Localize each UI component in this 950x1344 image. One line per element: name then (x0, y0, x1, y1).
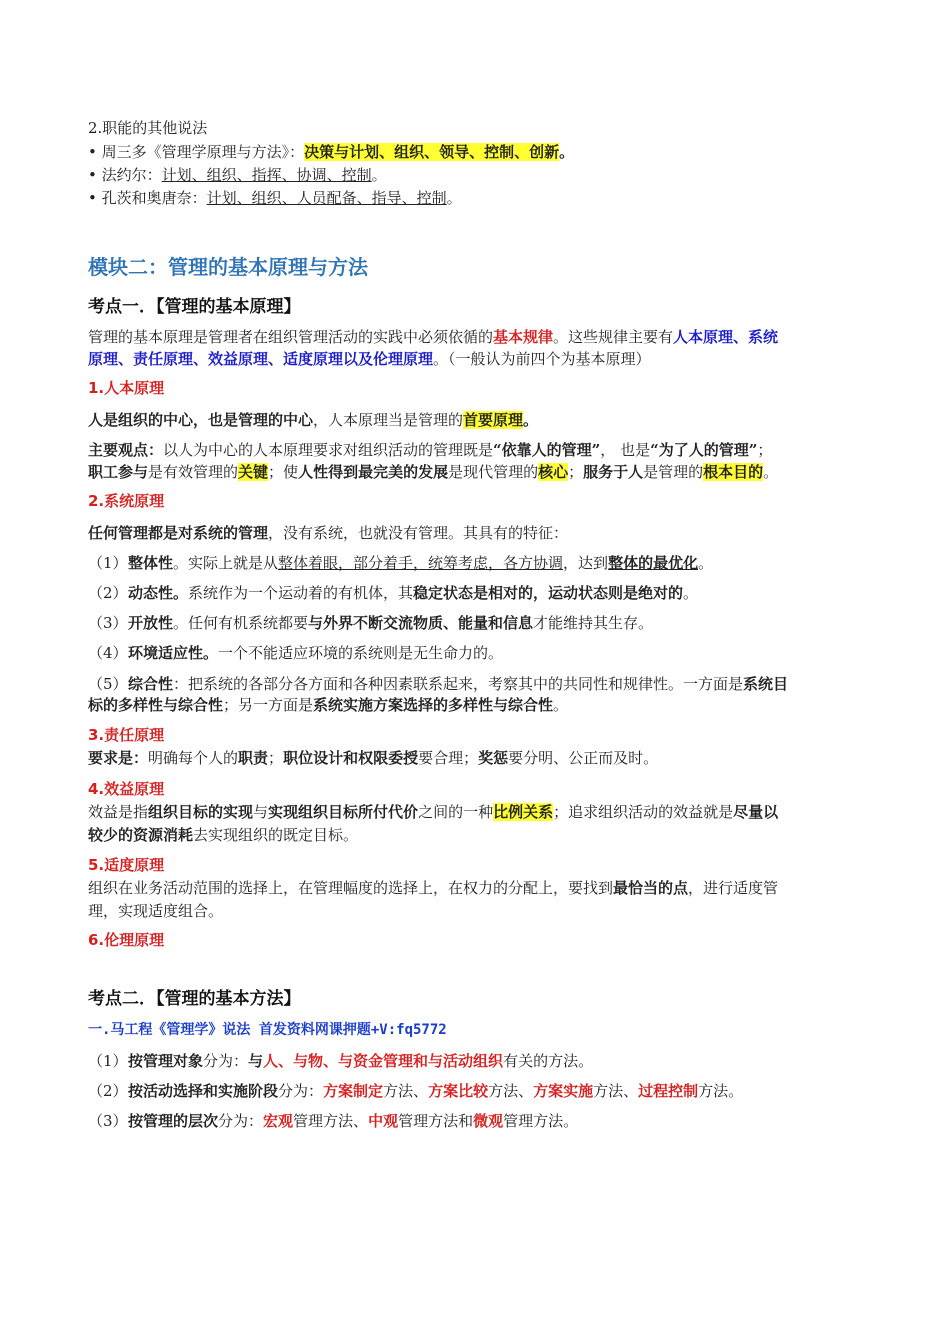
text-run: 职责 (238, 749, 269, 767)
paragraph-line (88, 748, 658, 768)
bullet: • (88, 189, 97, 207)
text-run: 整体性 (128, 554, 174, 572)
method-item (88, 1081, 743, 1101)
text-run: 。任何有机系统都要 (173, 614, 309, 632)
text-run: 才能维持其生存。 (533, 614, 654, 632)
text-run: 方案比较 (428, 1082, 489, 1100)
paragraph-line (88, 802, 778, 822)
text-run: 周三多《管理学原理与方法》： (101, 143, 305, 161)
text-run: 。这些规律主要有 (553, 328, 674, 346)
text-run: 。 (763, 463, 779, 481)
module-title: 模块二：管理的基本原理与方法 (88, 255, 368, 279)
text-run: 奖惩 (478, 749, 509, 767)
text-run: 原理、责任原理、效益原理、适度原理以及伦理原理 (88, 350, 434, 368)
paragraph-line (88, 901, 223, 921)
text-run: 方法。 (698, 1082, 744, 1100)
paragraph-line (88, 878, 778, 898)
method-item (88, 1111, 578, 1131)
text-run: ；使 (268, 463, 299, 481)
text-run: （1） (88, 1052, 128, 1070)
text-run: ； (757, 441, 773, 459)
text-run: 最恰当的点 (613, 879, 689, 897)
intro-line-2 (88, 349, 651, 369)
text-run: 。 (446, 189, 462, 207)
text-run: （2） (88, 584, 128, 602)
text-run: 服务于人 (583, 463, 644, 481)
paragraph-line (88, 825, 358, 845)
text-run: ，进行适度管 (688, 879, 779, 897)
text-run: 计划、组织、指挥、协调、控制 (161, 166, 372, 184)
text-run: 按管理的层次 (128, 1112, 219, 1130)
text-run: 首要原理 (463, 411, 524, 429)
bullet: • (88, 166, 97, 184)
text-run: ； (568, 463, 584, 481)
principle-title-xiaoyi: 4.效益原理 (88, 780, 165, 798)
text-run: 是现代管理的 (448, 463, 539, 481)
intro-line-1 (88, 327, 778, 347)
text-run: （1） (88, 554, 128, 572)
text-run: 整体的最优化 (608, 554, 699, 572)
text-run: 管理方法、 (293, 1112, 369, 1130)
text-run: ， 也是 (600, 441, 651, 459)
text-run: 方案实施 (533, 1082, 594, 1100)
text-run: 要分明、公正而及时。 (508, 749, 659, 767)
text-run: 关键 (238, 463, 269, 481)
text-run: 动态性。 (128, 584, 189, 602)
text-run: 之间的一种 (418, 803, 494, 821)
text-run: 任何管理都是对系统的管理 (88, 524, 269, 542)
list-item (88, 165, 387, 185)
text-run: 。 (523, 411, 539, 429)
text-run: 组织在业务活动范围的选择上，在管理幅度的选择上，在权力的分配上，要找到 (88, 879, 614, 897)
feature-item (88, 643, 503, 663)
text-run: 方法、 (383, 1082, 429, 1100)
text-run: “依靠人的管理” (493, 441, 601, 459)
text-run: 比例关系 (493, 803, 554, 821)
text-run: 决策与计划、组织、领导、控制、创新 (304, 143, 560, 161)
text-run: 与外界不断交流物质、能量和信息 (308, 614, 534, 632)
text-run: 微观 (473, 1112, 504, 1130)
text-run: 方法、 (593, 1082, 639, 1100)
text-run: 要求是： (88, 749, 149, 767)
text-run: （3） (88, 1112, 128, 1130)
text-run: ：把系统的各部分各方面和各种因素联系起来，考察其中的共同性和规律性。一方面是 (173, 675, 744, 693)
text-run: 分为： (218, 1112, 264, 1130)
text-run: ；追求组织活动的效益就是 (553, 803, 734, 821)
text-run: 人、与物、与资金管理和与活动组织 (263, 1052, 504, 1070)
text-run: 以人为中心的人本原理要求对组织活动的管理既是 (163, 441, 494, 459)
text-run: 根本目的 (703, 463, 764, 481)
text-run: 人是组织的中心，也是管理的中心 (88, 411, 314, 429)
text-run: 管理的基本原理是管理者在组织管理活动的实践中必须依循的 (88, 328, 494, 346)
text-run: 明确每个人的 (148, 749, 239, 767)
text-run: 综合性 (128, 675, 174, 693)
feature-item-cont (88, 695, 568, 715)
text-run: （4） (88, 644, 128, 662)
text-run: 去实现组织的既定目标。 (193, 826, 359, 844)
text-run: 要合理； (418, 749, 479, 767)
text-run: 标的多样性与综合性 (88, 696, 224, 714)
principle-title-xitong: 2.系统原理 (88, 492, 165, 510)
paragraph-line (88, 523, 568, 543)
text-run: 管理方法。 (503, 1112, 579, 1130)
list-item (88, 142, 574, 162)
feature-item (88, 674, 788, 694)
method-item (88, 1051, 593, 1071)
text-run: 理，实现适度组合。 (88, 902, 224, 920)
text-run: 中观 (368, 1112, 399, 1130)
text-run: 计划、组织、人员配备、指导、控制 (206, 189, 447, 207)
principle-title-shidu: 5.适度原理 (88, 856, 165, 874)
text-run: 尽量以 (733, 803, 779, 821)
text-run: ，没有系统，也就没有管理。其具有的特征： (268, 524, 569, 542)
text-run: 是有效管理的 (148, 463, 239, 481)
paragraph-line (88, 440, 772, 460)
text-run: 。实际上就是从 (173, 554, 279, 572)
text-run: （2） (88, 1082, 128, 1100)
text-run: ，人本原理当是管理的 (313, 411, 464, 429)
text-run: 孔茨和奥唐奈： (101, 189, 207, 207)
text-run: 环境适应性。 (128, 644, 219, 662)
principle-title-lunli: 6.伦理原理 (88, 931, 165, 949)
text-run: 按活动选择和实施阶段 (128, 1082, 279, 1100)
text-run: 是管理的 (643, 463, 704, 481)
text-run: 方法、 (488, 1082, 534, 1100)
text-run: 管理方法和 (398, 1112, 474, 1130)
kaodian-title: 考点一．【管理的基本原理】 (88, 297, 301, 317)
text-run: 开放性 (128, 614, 174, 632)
list-item (88, 188, 462, 208)
text-run: 分为： (203, 1052, 249, 1070)
paragraph-line (88, 462, 778, 482)
text-run: 。 (683, 584, 699, 602)
feature-item (88, 583, 698, 603)
text-run: ，达到 (563, 554, 609, 572)
text-run: 职位设计和权限委授 (283, 749, 419, 767)
text-run: 与 (248, 1052, 264, 1070)
feature-item (88, 613, 653, 633)
text-run: 过程控制 (638, 1082, 699, 1100)
text-run: 较少的资源消耗 (88, 826, 194, 844)
text-run: （3） (88, 614, 128, 632)
kaodian-title: 考点二．【管理的基本方法】 (88, 989, 301, 1009)
text-run: 。 (371, 166, 387, 184)
text-run: （5） (88, 675, 128, 693)
text-run: 核心 (538, 463, 569, 481)
text-run: 法约尔： (101, 166, 162, 184)
text-run: 。 (553, 696, 569, 714)
text-run: 稳定状态是相对的，运动状态则是绝对的 (413, 584, 684, 602)
text-run: 职工参与 (88, 463, 149, 481)
principle-title-zeren: 3.责任原理 (88, 726, 165, 744)
text-run: 有关的方法。 (503, 1052, 594, 1070)
text-run: 按管理对象 (128, 1052, 204, 1070)
text-run: 方案制定 (323, 1082, 384, 1100)
text-run: 。 (559, 143, 575, 161)
text-run: 宏观 (263, 1112, 294, 1130)
text-run: 系统作为一个运动着的有机体，其 (188, 584, 414, 602)
text-run: 与 (253, 803, 269, 821)
bullet: • (88, 143, 97, 161)
feature-item (88, 553, 713, 573)
section-heading: 2.职能的其他说法 (88, 119, 208, 137)
text-run: 组织目标的实现 (148, 803, 254, 821)
text-run: 分为： (278, 1082, 324, 1100)
text-run: 人本原理、系统 (673, 328, 779, 346)
text-run: 系统实施方案选择的多样性与综合性 (313, 696, 554, 714)
text-run: 基本规律 (493, 328, 554, 346)
text-run: 人性得到最完美的发展 (298, 463, 449, 481)
text-run: 。（一般认为前四个为基本原理） (433, 350, 651, 368)
text-run: 实现组织目标所付代价 (268, 803, 419, 821)
text-run: “为了人的管理” (650, 441, 758, 459)
text-run: ；另一方面是 (223, 696, 314, 714)
paragraph-line (88, 410, 538, 430)
text-run: 。 (698, 554, 714, 572)
text-run: 整体着眼，部分着手，统筹考虑，各方协调 (278, 554, 564, 572)
text-run: 效益是指 (88, 803, 149, 821)
text-run: 主要观点： (88, 441, 164, 459)
principle-title-renben: 1.人本原理 (88, 379, 165, 397)
subsection-title: 一.马工程《管理学》说法 首发资料网课押题+V:fq5772 (88, 1022, 447, 1038)
text-run: 系统目 (743, 675, 789, 693)
text-run: 一个不能适应环境的系统则是无生命力的。 (218, 644, 504, 662)
text-run: ； (268, 749, 284, 767)
